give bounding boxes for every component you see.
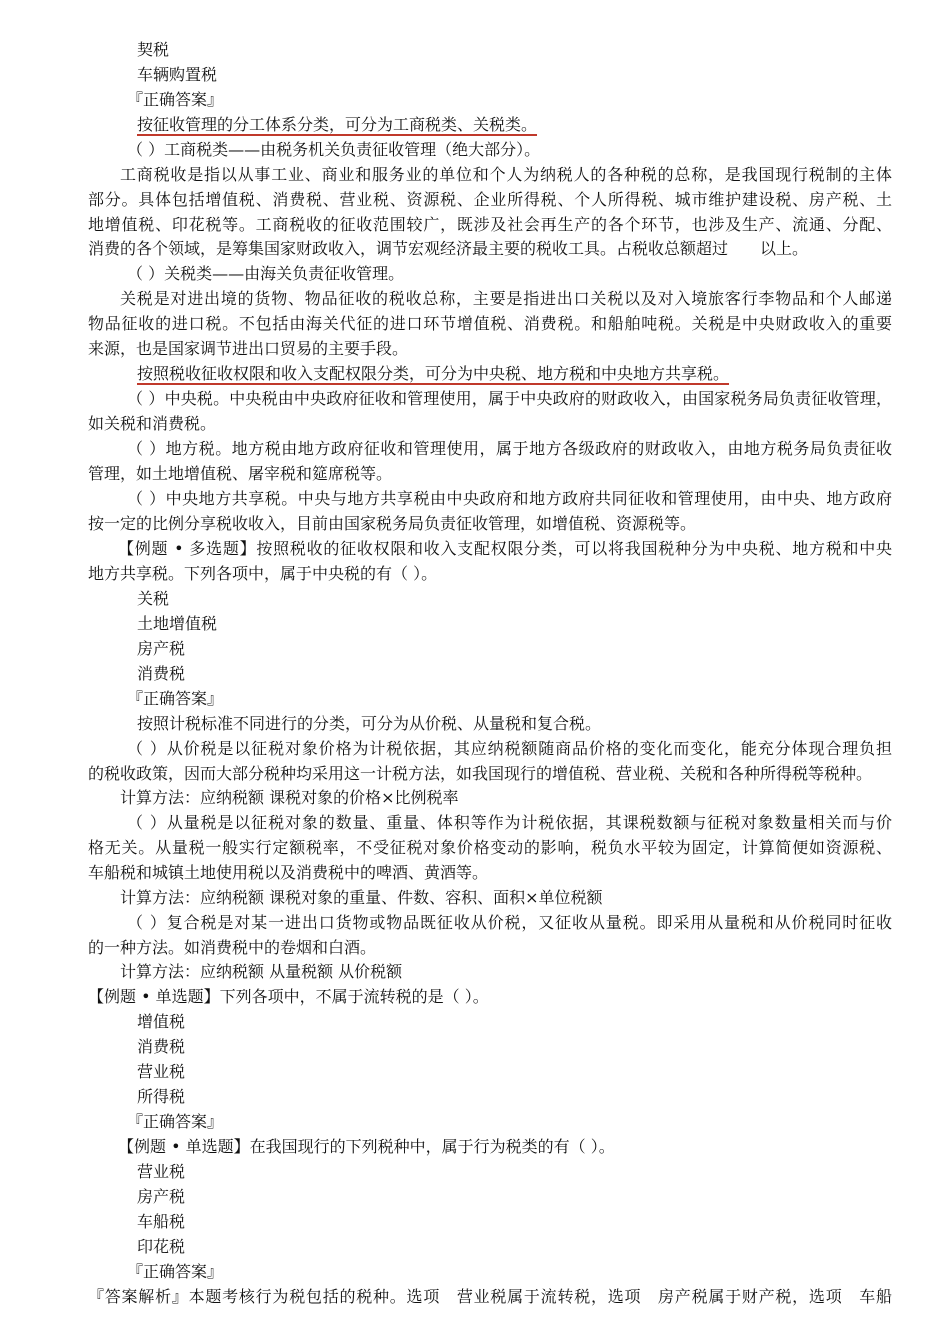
text-line: 地增值税、印花税等。工商税收的征收范围较广，既涉及社会再生产的各个环节，也涉及生产、流通、分配、 — [88, 215, 892, 234]
text-line: 车船税 — [137, 1212, 186, 1231]
text-line: 地方共享税。下列各项中，属于中央税的有（ ）。 — [88, 564, 438, 583]
text-line: 契税 — [137, 40, 170, 59]
text-line: 管理，如土地增值税、屠宰税和筵席税等。 — [88, 464, 393, 483]
text-line: 如关税和消费税。 — [88, 414, 217, 433]
text-line: 营业税 — [137, 1062, 186, 1081]
text-line: 『正确答案』 — [127, 1262, 224, 1281]
text-line: 计算方法：应纳税额 从量税额 从价税额 — [120, 962, 403, 981]
text-line: （ ）工商税类——由税务机关负责征收管理（绝大部分）。 — [127, 140, 541, 159]
text-line: 物品征收的进口税。不包括由海关代征的进口环节增值税、消费税。和船舶吨税。关税是中央财政收入的重要 — [88, 314, 892, 333]
text-line: 车辆购置税 — [137, 65, 218, 84]
text-line: 【例题 • 单选题】下列各项中，不属于流转税的是（ ）。 — [88, 987, 489, 1006]
text-line: 按一定的比例分享税收收入，目前由国家税务局负责征收管理，如增值税、资源税等。 — [88, 514, 697, 533]
text-line: 按照税收征收权限和收入支配权限分类，可分为中央税、地方税和中央地方共享税。 — [137, 364, 730, 383]
text-line: 『正确答案』 — [127, 90, 224, 109]
text-line: 『正确答案』 — [127, 689, 224, 708]
text-line: 消费的各个领域，是筹集国家财政收入，调节宏观经济最主要的税收工具。占税收总额超过 以上。 — [88, 239, 809, 258]
text-line: （ ）中央地方共享税。中央与地方共享税由中央政府和地方政府共同征收和管理使用，由中央、地方政府 — [127, 489, 892, 508]
text-line: 关税是对进出境的货物、物品征收的税收总称，主要是指进出口关税以及对入境旅客行李物品和个人邮递 — [120, 289, 892, 308]
text-line: 【例题 • 多选题】按照税收的征收权限和收入支配权限分类，可以将我国税种分为中央税、地方税和中央 — [118, 539, 892, 558]
text-line: 的一种方法。如消费税中的卷烟和白酒。 — [88, 938, 377, 957]
text-line: 增值税 — [137, 1012, 186, 1031]
text-line: 部分。具体包括增值税、消费税、营业税、资源税、企业所得税、个人所得税、城市维护建设税、房产税、土 — [88, 190, 892, 209]
text-line: 计算方法：应纳税额 课税对象的重量、件数、容积、面积×单位税额 — [120, 888, 603, 907]
text-line: （ ）复合税是对某一进出口货物或物品既征收从价税，又征收从量税。即采用从量税和从价税同时征收 — [127, 913, 892, 932]
text-line: （ ）地方税。地方税由地方政府征收和管理使用，属于地方各级政府的财政收入，由地方税务局负责征收 — [127, 439, 892, 458]
text-line: 房产税 — [137, 1187, 186, 1206]
text-line: （ ）从价税是以征税对象价格为计税依据，其应纳税额随商品价格的变化而变化，能充分体现合理负担 — [127, 739, 892, 758]
text-line: 格无关。从量税一般实行定额税率，不受征税对象价格变动的影响，税负水平较为固定，计算简便如资源税、 — [88, 838, 892, 857]
text-line: 消费税 — [137, 1037, 186, 1056]
text-line: 印花税 — [137, 1237, 186, 1256]
text-line: 所得税 — [137, 1087, 186, 1106]
text-line: 『答案解析』本题考核行为税包括的税种。选项 营业税属于流转税，选项 房产税属于财产税，选项 车船 — [88, 1287, 892, 1306]
text-line: 营业税 — [137, 1162, 186, 1181]
text-line: 『正确答案』 — [127, 1112, 224, 1131]
text-line: 消费税 — [137, 664, 186, 683]
text-line: 关税 — [137, 589, 170, 608]
text-line: 计算方法：应纳税额 课税对象的价格×比例税率 — [120, 788, 459, 807]
text-line: （ ）关税类——由海关负责征收管理。 — [127, 264, 405, 283]
text-line: 的税收政策，因而大部分税种均采用这一计税方法，如我国现行的增值税、营业税、关税和各种所得税等税种。 — [88, 764, 873, 783]
text-line: 车船税和城镇土地使用税以及消费税中的啤酒、黄酒等。 — [88, 863, 489, 882]
text-line: 来源，也是国家调节进出口贸易的主要手段。 — [88, 339, 409, 358]
text-line: 房产税 — [137, 639, 186, 658]
text-line: 按照计税标准不同进行的分类，可分为从价税、从量税和复合税。 — [137, 714, 602, 733]
text-line: 按征收管理的分工体系分类，可分为工商税类、关税类。 — [137, 115, 538, 134]
text-line: 工商税收是指以从事工业、商业和服务业的单位和个人为纳税人的各种税的总称，是我国现行税制的主体 — [120, 165, 892, 184]
text-line: 【例题 • 单选题】在我国现行的下列税种中，属于行为税类的有（ ）。 — [118, 1137, 615, 1156]
text-line: （ ）从量税是以征税对象的数量、重量、体积等作为计税依据，其课税数额与征税对象数量相关而与价 — [127, 813, 892, 832]
text-line: （ ）中央税。中央税由中央政府征收和管理使用，属于中央政府的财政收入，由国家税务局负责征收管理， — [127, 389, 892, 408]
text-line: 土地增值税 — [137, 614, 218, 633]
